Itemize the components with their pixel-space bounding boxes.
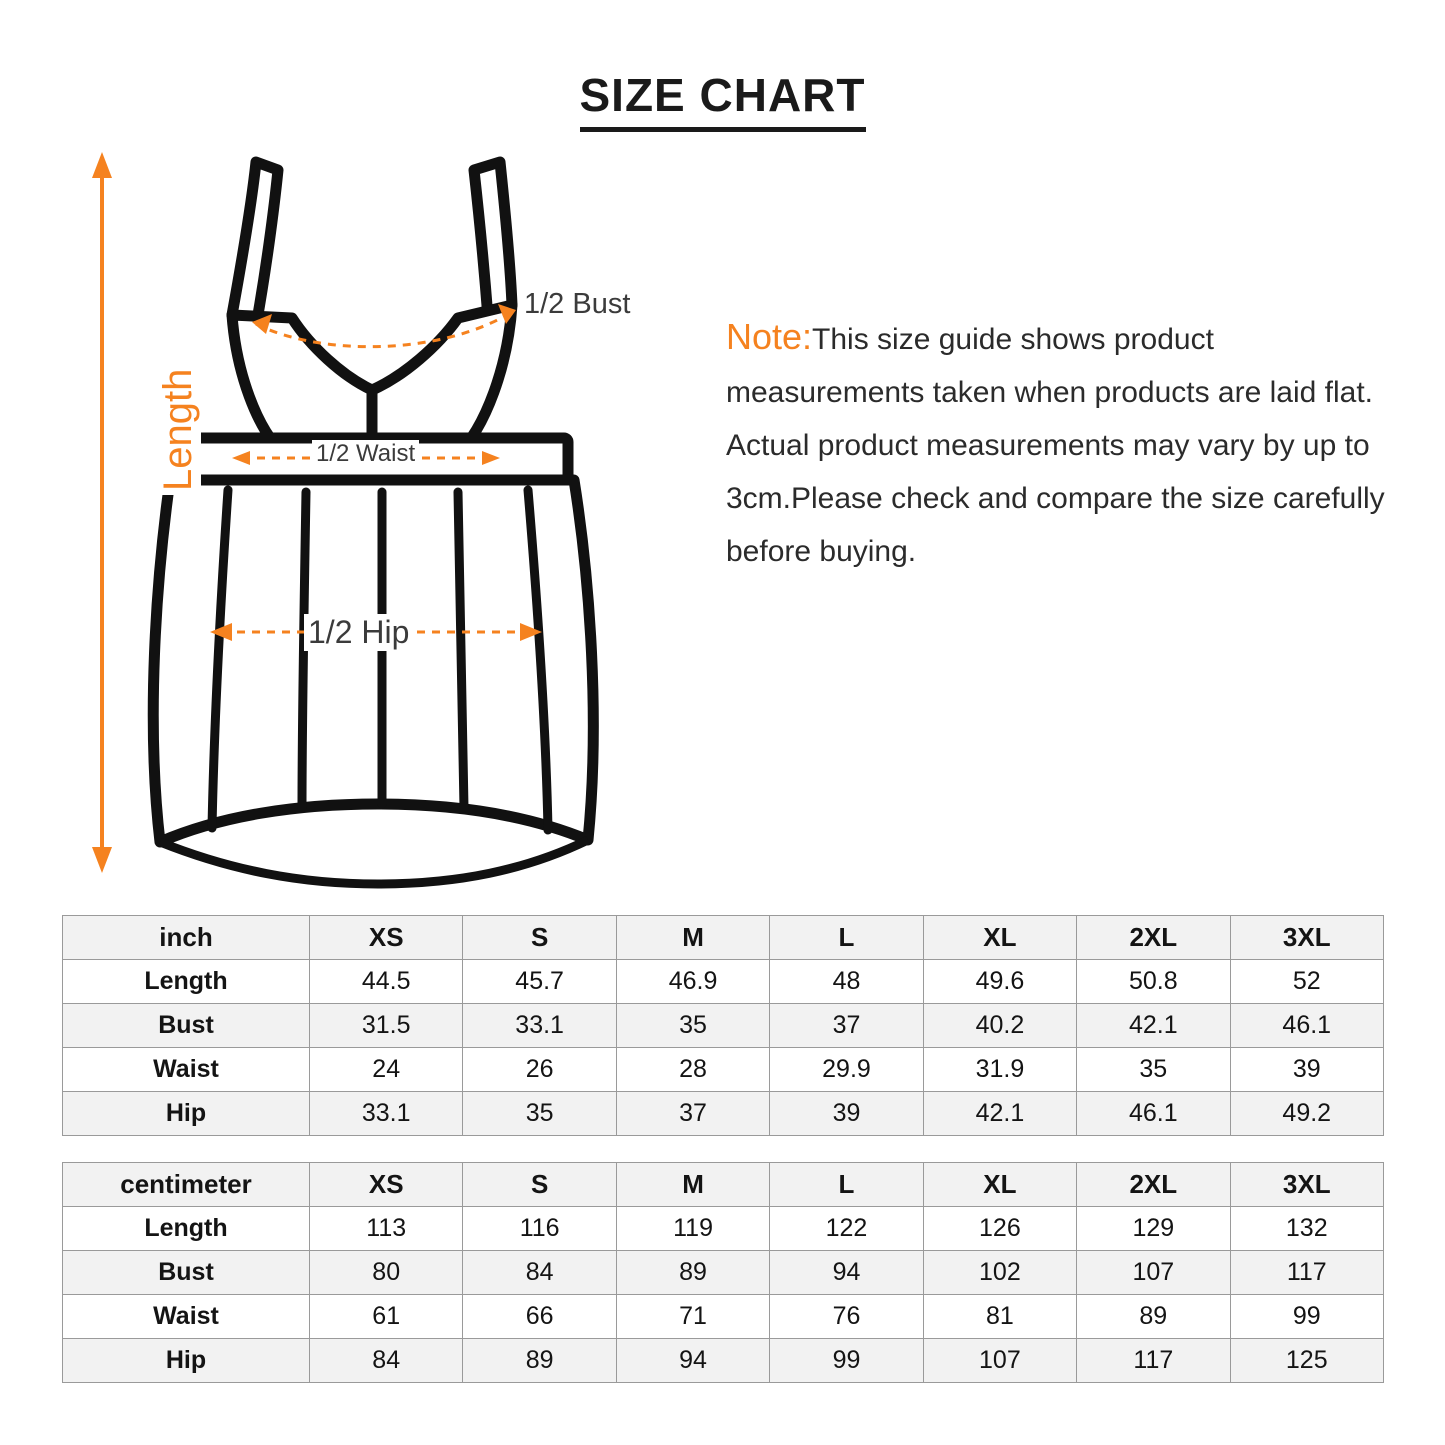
table-cell: 44.5 bbox=[310, 960, 463, 1004]
table-cell: 119 bbox=[616, 1207, 769, 1251]
size-table-inch-wrapper bbox=[62, 915, 1384, 1136]
table-row bbox=[63, 1207, 1384, 1251]
table-cell: 102 bbox=[923, 1251, 1076, 1295]
table-header-cell: XS bbox=[310, 916, 463, 960]
table-cell: 35 bbox=[1077, 1048, 1230, 1092]
table-cell: 94 bbox=[616, 1339, 769, 1383]
waist-label: 1/2 Waist bbox=[312, 440, 419, 468]
table-cell: 35 bbox=[616, 1004, 769, 1048]
table-cell: 81 bbox=[923, 1295, 1076, 1339]
row-label: Bust bbox=[63, 1251, 310, 1295]
table-header-cell: M bbox=[616, 1163, 769, 1207]
table-cell: 49.6 bbox=[923, 960, 1076, 1004]
table-cell: 71 bbox=[616, 1295, 769, 1339]
table-header-cell: L bbox=[770, 916, 923, 960]
hip-label: 1/2 Hip bbox=[304, 614, 413, 651]
length-label: Length bbox=[156, 365, 201, 495]
table-cell: 24 bbox=[310, 1048, 463, 1092]
bust-label: 1/2 Bust bbox=[524, 288, 631, 320]
row-label: Bust bbox=[63, 1004, 310, 1048]
table-cell: 28 bbox=[616, 1048, 769, 1092]
table-cell: 52 bbox=[1230, 960, 1383, 1004]
dress-drawing bbox=[60, 140, 700, 910]
size-table-inch bbox=[62, 915, 1384, 1136]
table-header-cell: XS bbox=[310, 1163, 463, 1207]
note-block bbox=[726, 310, 1416, 578]
table-header-cell: 3XL bbox=[1230, 1163, 1383, 1207]
table-header-cell: 2XL bbox=[1077, 916, 1230, 960]
table-header-cell: XL bbox=[923, 916, 1076, 960]
table-cell: 46.9 bbox=[616, 960, 769, 1004]
table-cell: 89 bbox=[1077, 1295, 1230, 1339]
table-cell: 42.1 bbox=[923, 1092, 1076, 1136]
table-cell: 46.1 bbox=[1077, 1092, 1230, 1136]
table-row bbox=[63, 916, 1384, 960]
table-header-cell: 2XL bbox=[1077, 1163, 1230, 1207]
table-cell: 76 bbox=[770, 1295, 923, 1339]
table-cell: 39 bbox=[770, 1092, 923, 1136]
table-row bbox=[63, 1004, 1384, 1048]
table-cell: 33.1 bbox=[310, 1092, 463, 1136]
table-cell: 84 bbox=[463, 1251, 616, 1295]
table-cell: 49.2 bbox=[1230, 1092, 1383, 1136]
table-cell: 107 bbox=[1077, 1251, 1230, 1295]
row-label: Waist bbox=[63, 1048, 310, 1092]
table-row bbox=[63, 1048, 1384, 1092]
table-header-cell: 3XL bbox=[1230, 916, 1383, 960]
table-cell: 94 bbox=[770, 1251, 923, 1295]
table-header-cell: S bbox=[463, 916, 616, 960]
table-cell: 37 bbox=[770, 1004, 923, 1048]
table-cell: 84 bbox=[310, 1339, 463, 1383]
table-cell: 132 bbox=[1230, 1207, 1383, 1251]
table-cell: 122 bbox=[770, 1207, 923, 1251]
size-table-centimeter bbox=[62, 1162, 1384, 1383]
note-text: This size guide shows product measurements taken when products are laid flat. Actual product measurements may vary by up to 3cm.Please check and compare the size carefully before buying. bbox=[726, 323, 1385, 568]
row-label: Hip bbox=[63, 1339, 310, 1383]
table-cell: 66 bbox=[463, 1295, 616, 1339]
table-header-cell: inch bbox=[63, 916, 310, 960]
table-row bbox=[63, 1251, 1384, 1295]
table-cell: 29.9 bbox=[770, 1048, 923, 1092]
row-label: Hip bbox=[63, 1092, 310, 1136]
table-row bbox=[63, 1092, 1384, 1136]
garment-illustration bbox=[60, 140, 700, 910]
table-cell: 113 bbox=[310, 1207, 463, 1251]
table-cell: 126 bbox=[923, 1207, 1076, 1251]
table-header-cell: S bbox=[463, 1163, 616, 1207]
table-cell: 37 bbox=[616, 1092, 769, 1136]
table-cell: 89 bbox=[463, 1339, 616, 1383]
table-cell: 116 bbox=[463, 1207, 616, 1251]
row-label: Length bbox=[63, 1207, 310, 1251]
table-header-cell: L bbox=[770, 1163, 923, 1207]
table-cell: 39 bbox=[1230, 1048, 1383, 1092]
skirt-hem bbox=[160, 840, 588, 884]
table-cell: 89 bbox=[616, 1251, 769, 1295]
table-row bbox=[63, 1339, 1384, 1383]
table-cell: 33.1 bbox=[463, 1004, 616, 1048]
table-cell: 45.7 bbox=[463, 960, 616, 1004]
page-title bbox=[0, 68, 1445, 122]
table-cell: 129 bbox=[1077, 1207, 1230, 1251]
note-label: Note: bbox=[726, 316, 813, 357]
table-cell: 80 bbox=[310, 1251, 463, 1295]
table-cell: 61 bbox=[310, 1295, 463, 1339]
page-title-text: SIZE CHART bbox=[580, 69, 866, 132]
size-table-centimeter-wrapper bbox=[62, 1162, 1384, 1383]
table-cell: 31.5 bbox=[310, 1004, 463, 1048]
row-label: Length bbox=[63, 960, 310, 1004]
table-cell: 99 bbox=[770, 1339, 923, 1383]
table-header-cell: centimeter bbox=[63, 1163, 310, 1207]
table-cell: 125 bbox=[1230, 1339, 1383, 1383]
row-label: Waist bbox=[63, 1295, 310, 1339]
table-cell: 31.9 bbox=[923, 1048, 1076, 1092]
table-cell: 50.8 bbox=[1077, 960, 1230, 1004]
table-header-cell: XL bbox=[923, 1163, 1076, 1207]
table-cell: 26 bbox=[463, 1048, 616, 1092]
table-row bbox=[63, 1295, 1384, 1339]
table-cell: 117 bbox=[1230, 1251, 1383, 1295]
table-cell: 35 bbox=[463, 1092, 616, 1136]
table-cell: 46.1 bbox=[1230, 1004, 1383, 1048]
table-row bbox=[63, 1163, 1384, 1207]
table-cell: 107 bbox=[923, 1339, 1076, 1383]
table-cell: 42.1 bbox=[1077, 1004, 1230, 1048]
length-arrow-icon bbox=[92, 152, 112, 873]
table-cell: 99 bbox=[1230, 1295, 1383, 1339]
table-cell: 40.2 bbox=[923, 1004, 1076, 1048]
table-cell: 117 bbox=[1077, 1339, 1230, 1383]
table-header-cell: M bbox=[616, 916, 769, 960]
table-row bbox=[63, 960, 1384, 1004]
table-cell: 48 bbox=[770, 960, 923, 1004]
